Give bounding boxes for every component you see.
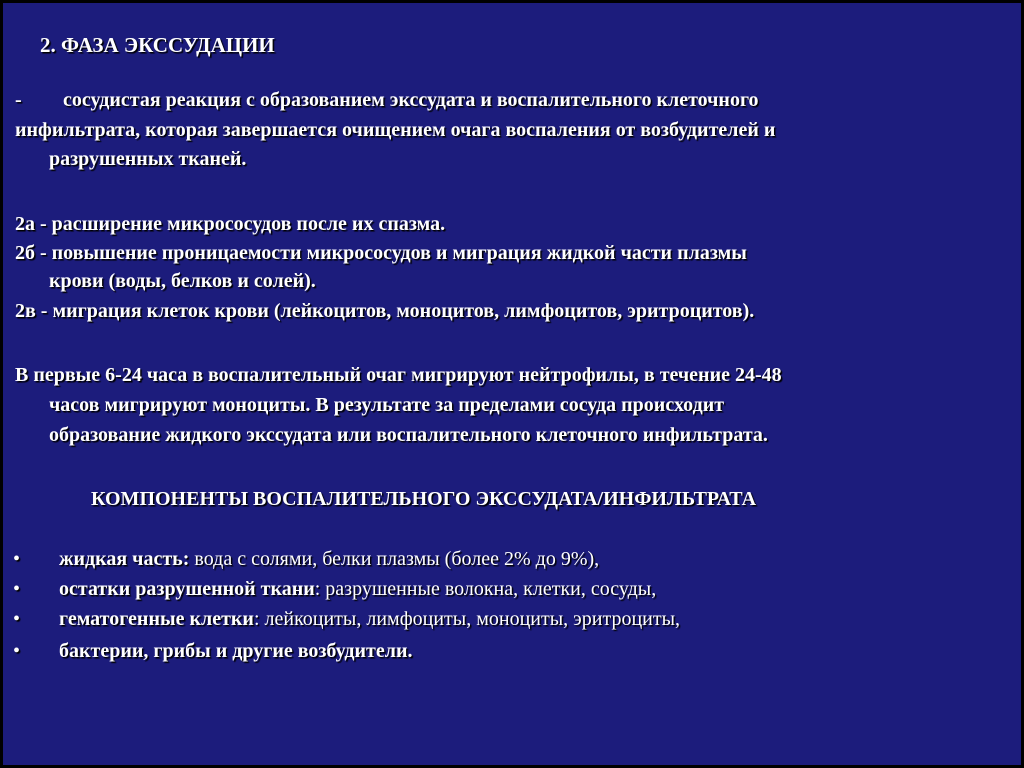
component-desc: : лейкоциты, лимфоциты, моноциты, эритроциты, — [253, 608, 681, 630]
component-term: остатки разрушенной ткани — [59, 578, 315, 600]
bullet-icon: • — [13, 608, 21, 630]
list-item-text — [59, 577, 656, 601]
component-term: жидкая часть: — [59, 548, 190, 570]
component-term: бактерии, грибы и другие возбудители. — [59, 640, 413, 662]
intro-line-2: инфильтрата, которая завершается очищением очага воспаления от возбудителей и — [15, 119, 776, 141]
bullet-icon: • — [13, 640, 21, 662]
migration-line-1: В первые 6-24 часа в воспалительный очаг мигрируют нейтрофилы, в течение 24-48 — [15, 364, 782, 386]
intro-dash: - — [15, 89, 22, 111]
slide-title: 2. ФАЗА ЭКССУДАЦИИ — [40, 33, 275, 57]
migration-line-3: образование жидкого экссудата или воспалительного клеточного инфильтрата. — [49, 424, 768, 446]
stage-2v: 2в - миграция клеток крови (лейкоцитов, моноцитов, лимфоцитов, эритроцитов). — [15, 300, 755, 322]
bullet-icon: • — [13, 578, 21, 600]
intro-line-1: сосудистая реакция с образованием экссудата и воспалительного клеточного — [63, 89, 759, 111]
component-term: гематогенные клетки — [59, 608, 254, 630]
bullet-icon: • — [13, 548, 21, 570]
components-heading: КОМПОНЕНТЫ ВОСПАЛИТЕЛЬНОГО ЭКССУДАТА/ИНФИЛЬТРАТА — [91, 488, 757, 510]
list-item-text — [59, 547, 599, 571]
list-item-text — [59, 639, 413, 663]
list-item-text — [59, 607, 680, 631]
stage-2b-line-1: 2б - повышение проницаемости микрососудов и миграция жидкой части плазмы — [15, 242, 747, 264]
migration-line-2: часов мигрируют моноциты. В результате за пределами сосуда происходит — [49, 394, 725, 416]
intro-line-3: разрушенных тканей. — [49, 148, 247, 170]
component-desc: вода с солями, белки плазмы (более 2% до 9%), — [189, 548, 600, 570]
stage-2a: 2а - расширение микрососудов после их спазма. — [15, 213, 446, 235]
stage-2b-line-2: крови (воды, белков и солей). — [49, 270, 316, 292]
component-desc: : разрушенные волокна, клетки, сосуды, — [314, 578, 657, 600]
